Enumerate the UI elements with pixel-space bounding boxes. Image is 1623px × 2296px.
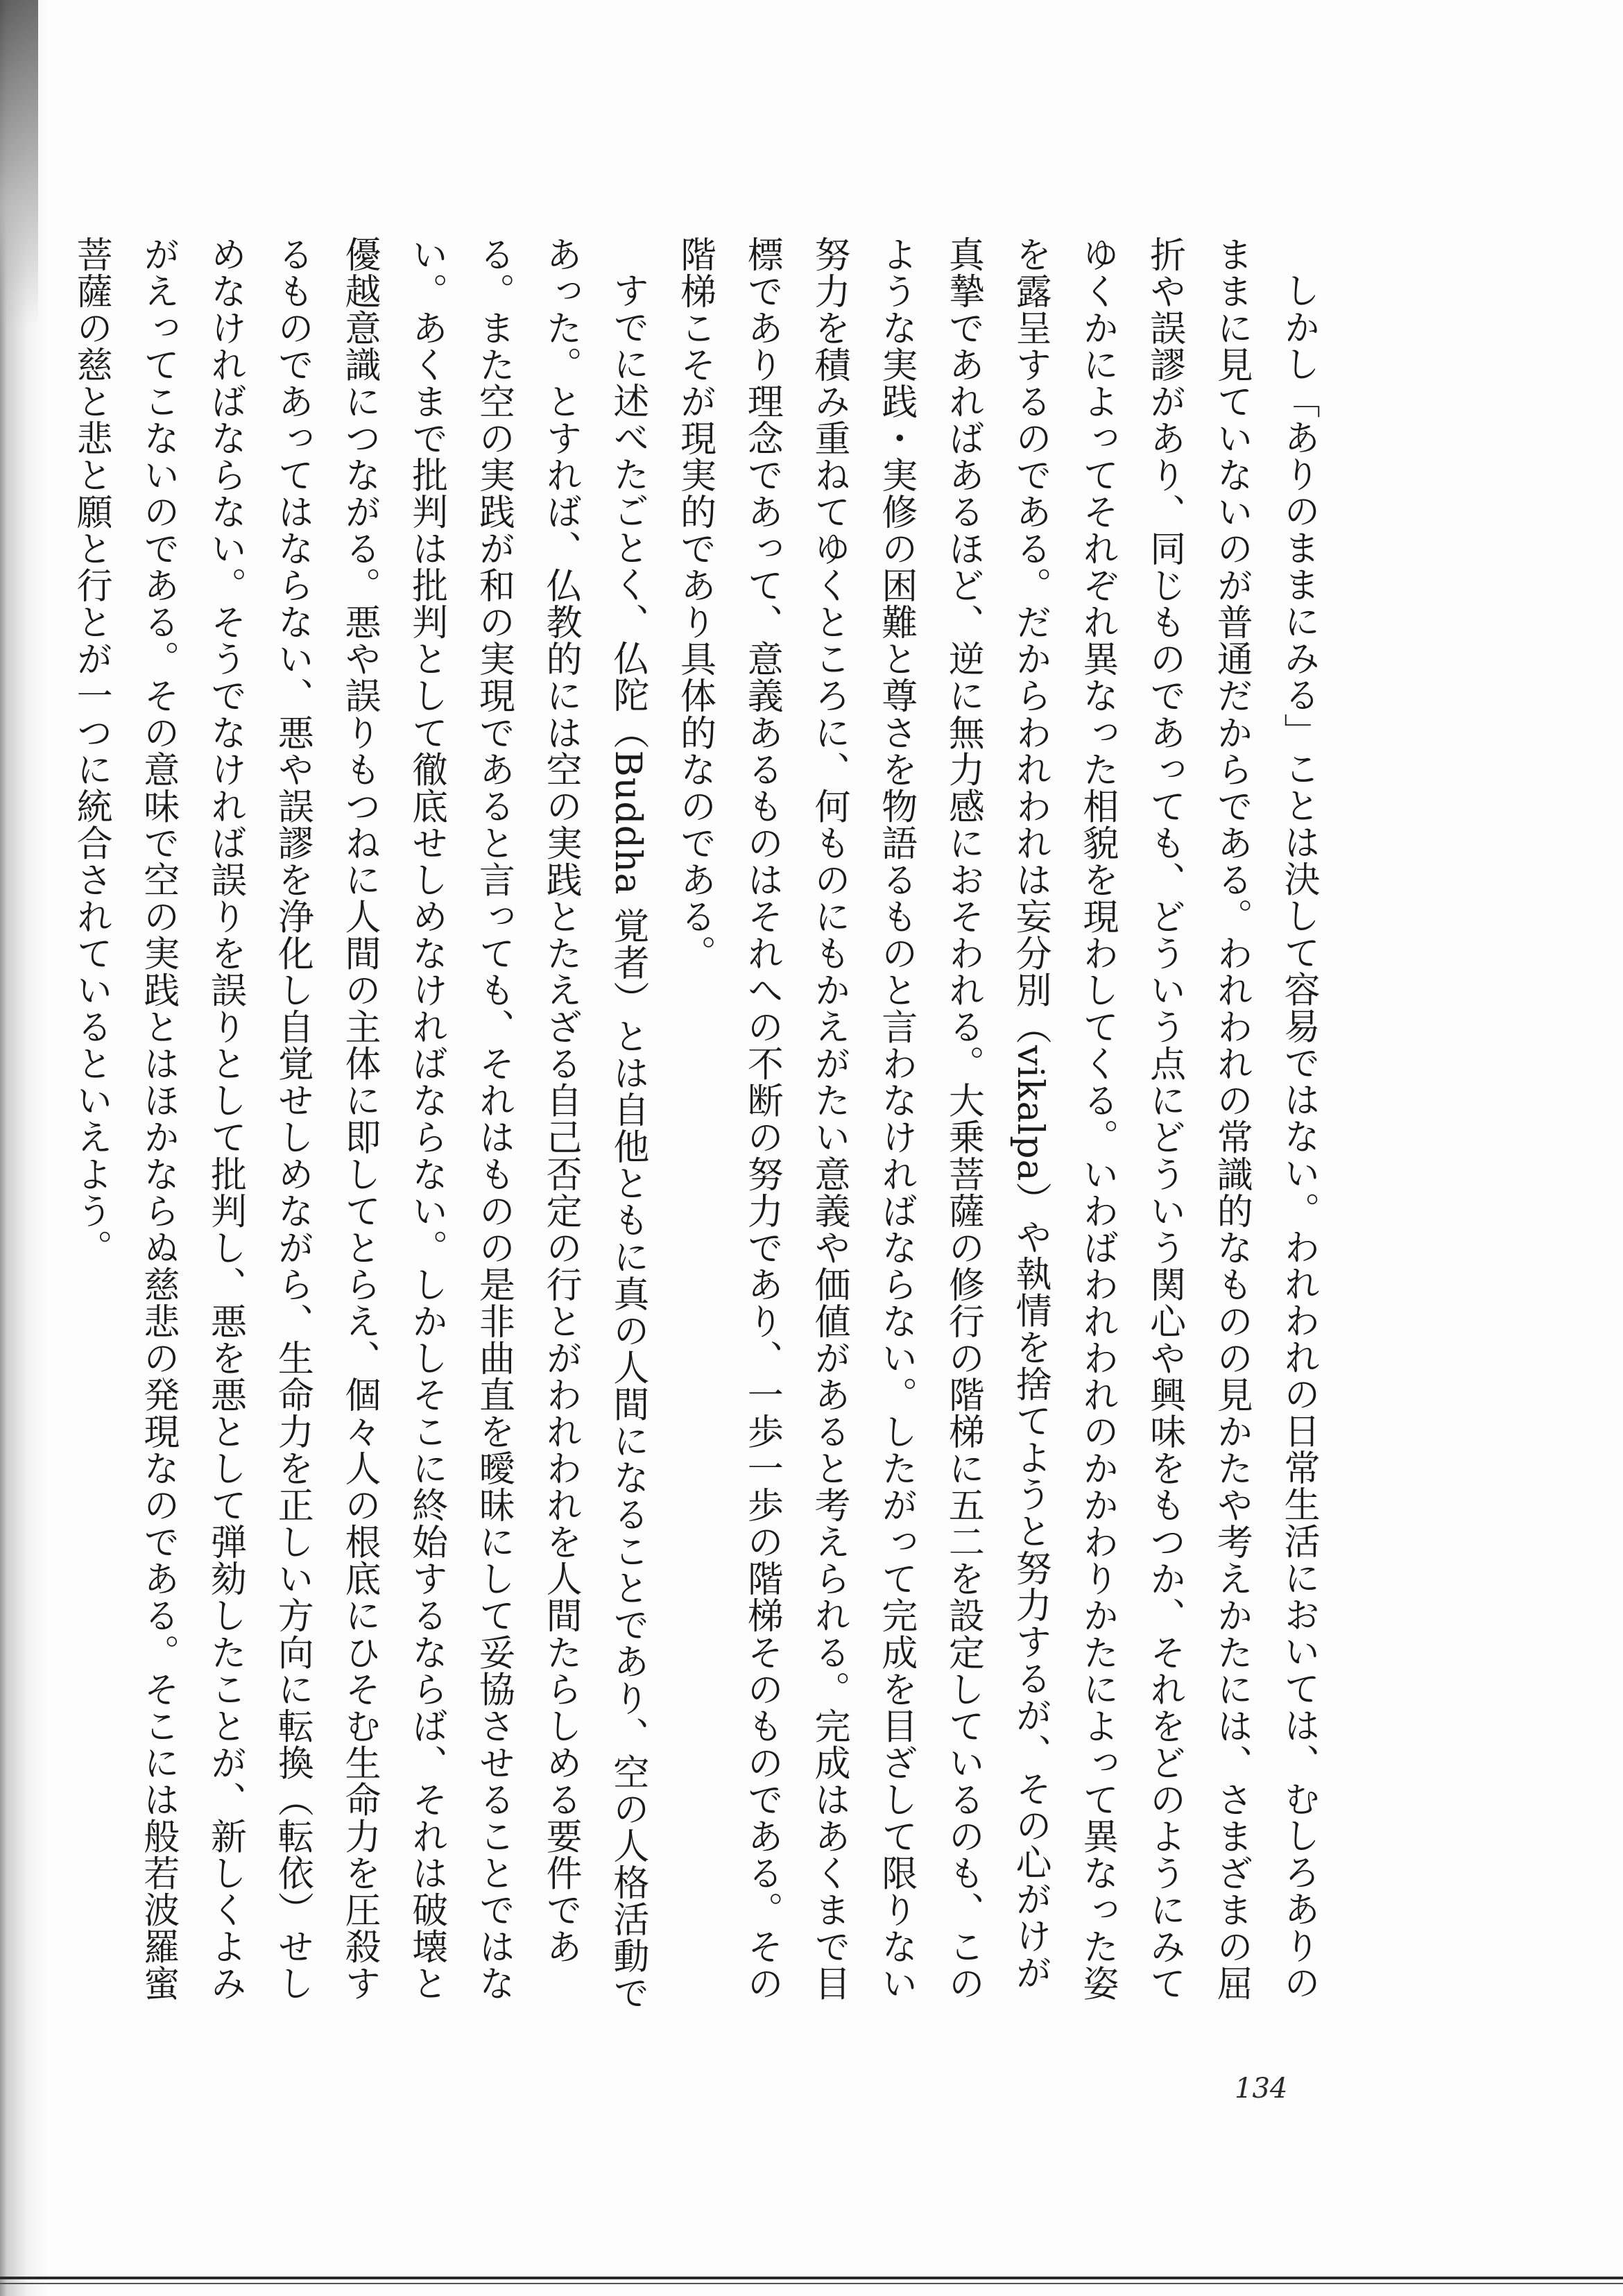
- text-body: [57, 236, 1332, 2012]
- scan-shadow-left-edge: [0, 0, 49, 2296]
- paragraph-2: すでに述べたごとく、仏陀（Buddha 覚者）とは自他ともに真の人間になることであり、空の人格活動であった。とすれば、仏教的には空の実践とたえざる自己否定の行とがわれわれを人間たらしめる要件である。また空の実践が和の実現であると言っても、それはものの是非曲直を曖昧にして妥協させることではない。あくまで批判は批判として徹底せしめなければならない。しかしそこに終始するならば、それは破壊と優越意識につながる。悪や誤りもつねに人間の主体に即してとらえ、個々人の根底にひそむ生命力を圧殺するものであってはならない、悪や誤謬を浄化し自覚せしめながら、生命力を正しい方向に転換（転依）せしめなければならない。そうでなければ誤りを誤りとして批判し、悪を悪として弾劾したことが、新しくよみがえってこないのである。その意味で空の実践とはほかならぬ慈悲の発現なのである。そこには般若波羅蜜菩薩の慈と悲と願と行とが一つに統合されているといえよう。: [70, 236, 649, 2012]
- scan-bottom-edge-line-secondary: [0, 2283, 1623, 2284]
- page-number: 134: [1235, 2073, 1288, 2105]
- paragraph-1: しかし「ありのままにみる」ことは決して容易ではない。われわれの日常生活においては、むしろありのままに見ていないのが普通だからである。われわれの常識的なものの見かたや考えかたには、さまざまの屈折や誤謬があり、同じものであっても、どういう点にどういう関心や興味をもつか、それをどのようにみてゆくかによってそれぞれ異なった相貌を現わしてくる。いわばわれわれのかかわりかたによって異なった姿を露呈するのである。だからわれわれは妄分別（vikalpa）や執情を捨てようと努力するが、その心がけが真摯であればあるほど、逆に無力感におそわれる。大乗菩薩の修行の階梯に五二を設定しているのも、このような実践・実修の困難と尊さを物語るものと言わなければならない。したがって完成を目ざして限りない努力を積み重ねてゆくところに、何ものにもかえがたい意義や価値があると考えられる。完成はあくまで目標であり理念であって、意義あるものはそれへの不断の努力であり、一歩一歩の階梯そのものである。その階梯こそが現実的であり具体的なのである。: [673, 236, 1319, 2002]
- scan-shadow-top-left-corner: [0, 0, 38, 326]
- scan-bottom-edge-line: [0, 2277, 1623, 2279]
